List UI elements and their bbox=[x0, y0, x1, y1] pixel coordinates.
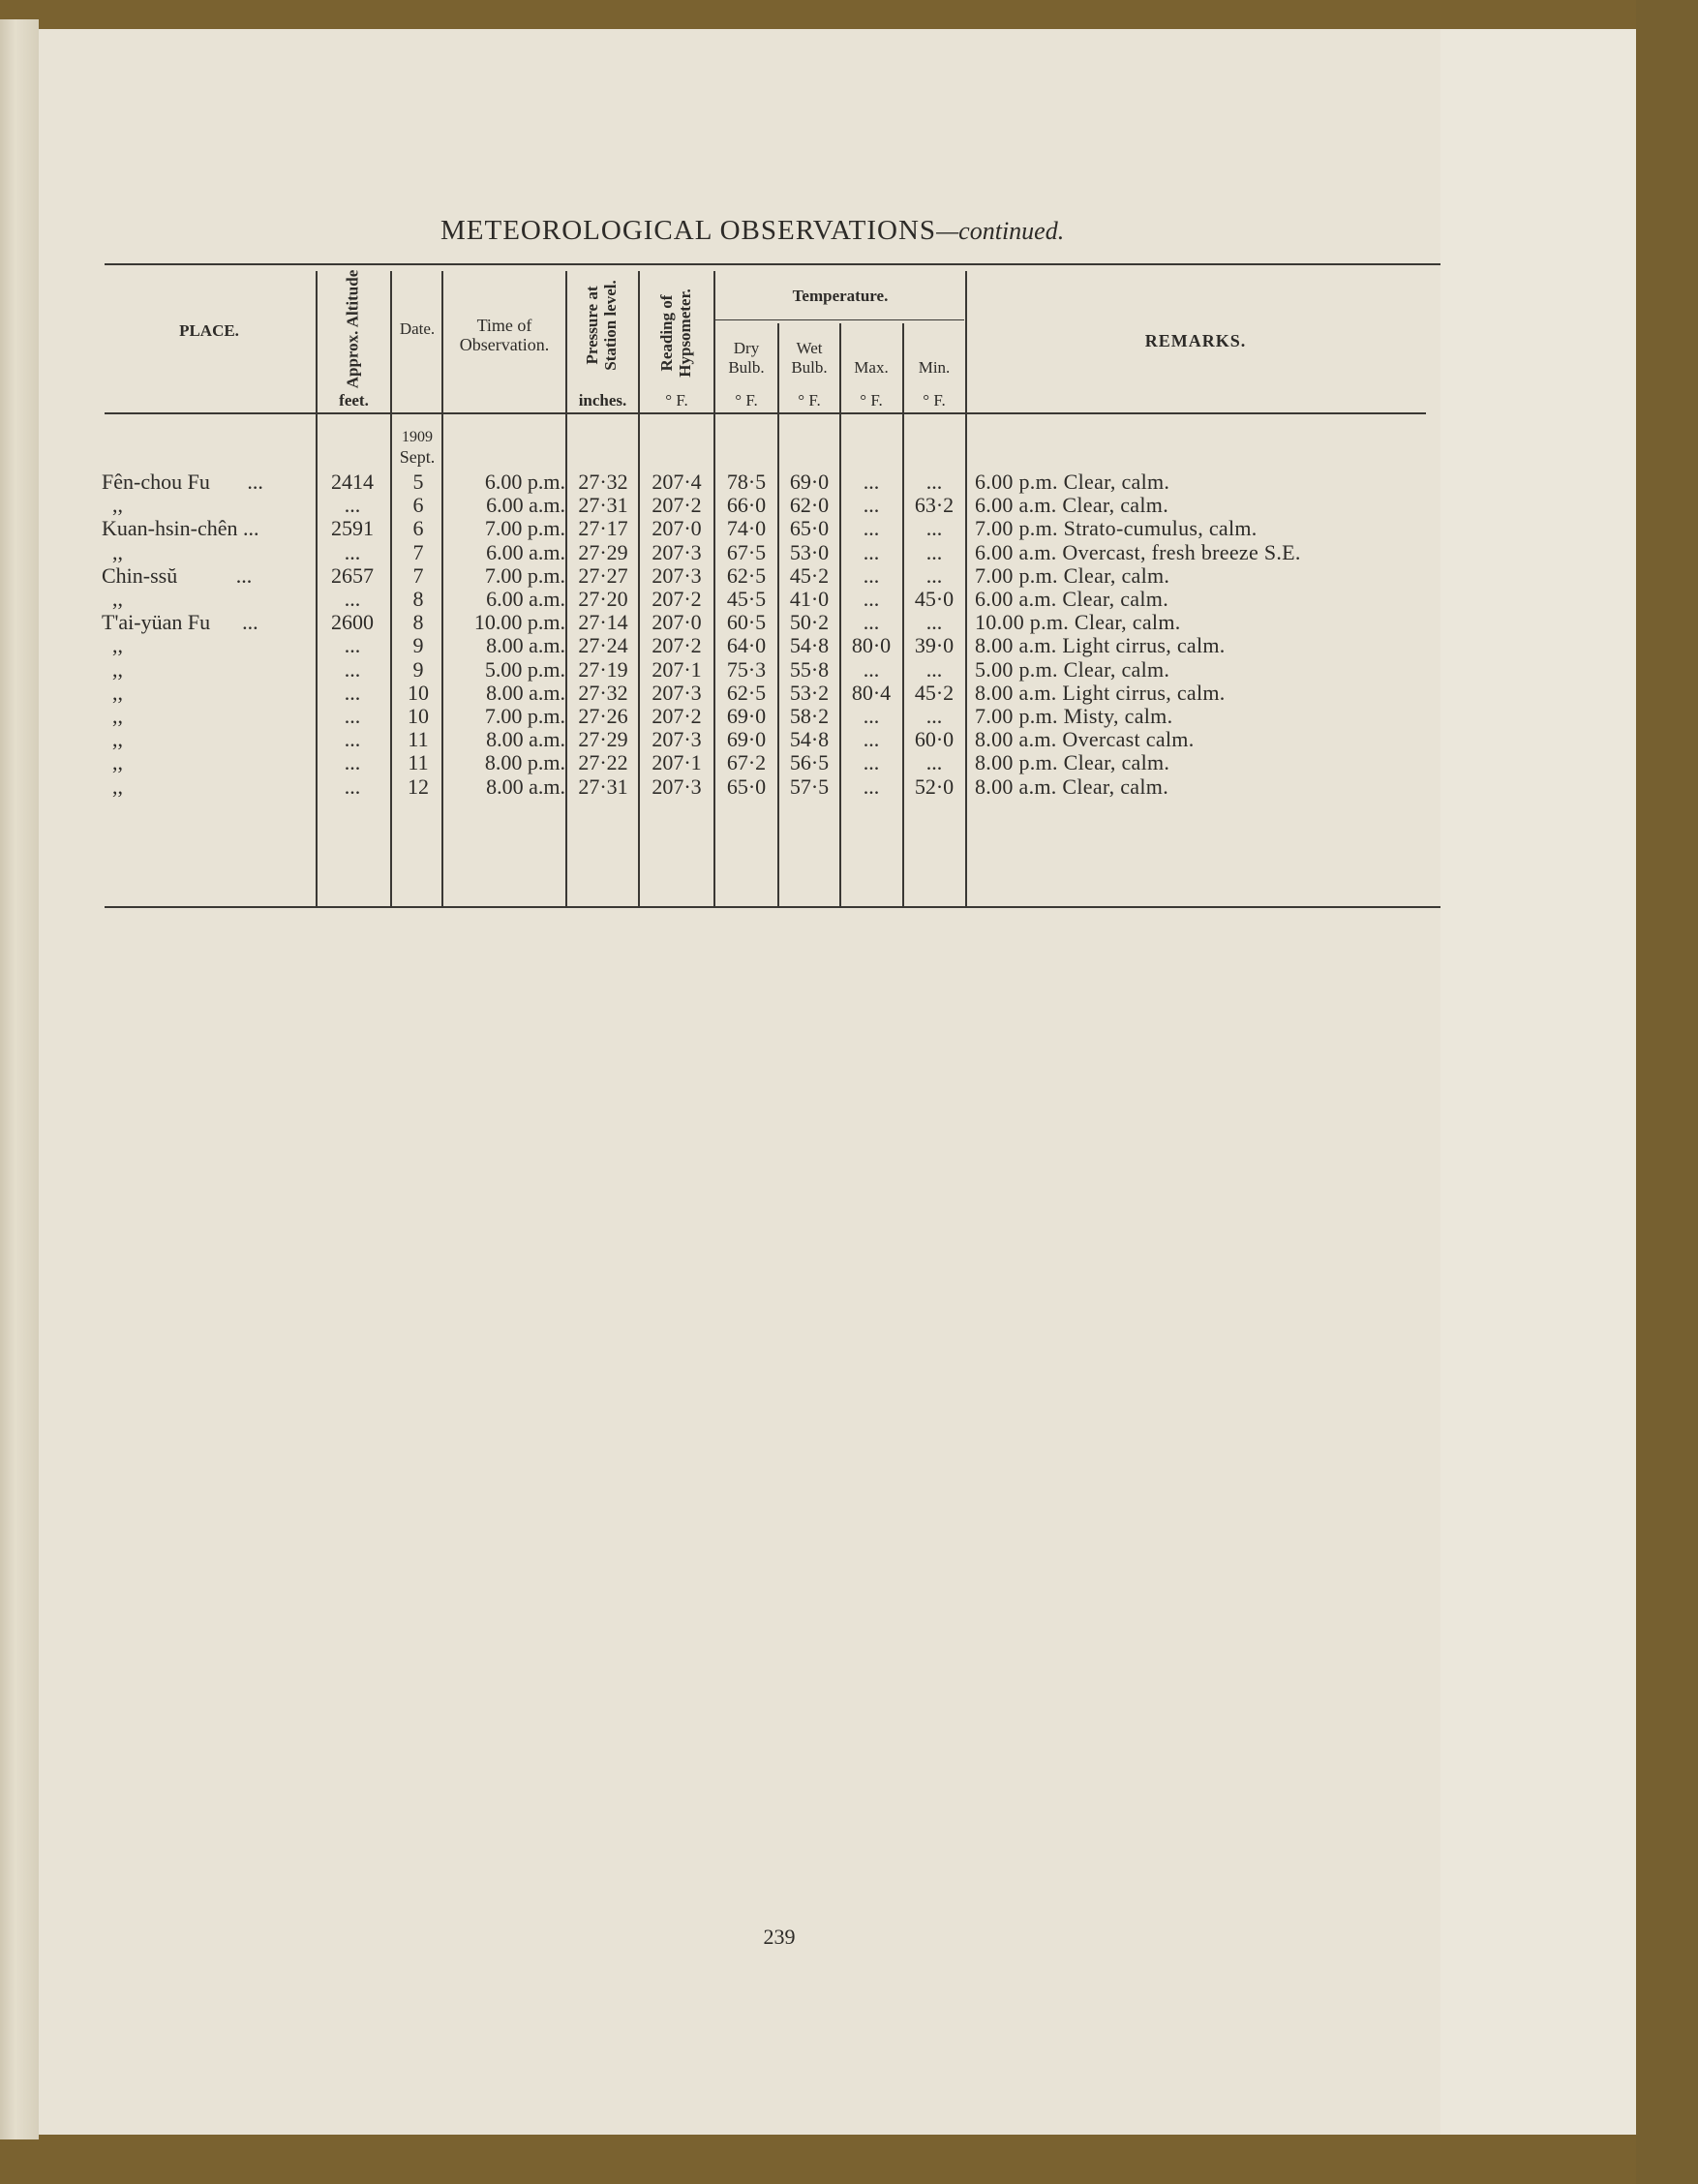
table-cell-time: 8.00 p.m. bbox=[484, 750, 565, 775]
table-cell-place: Chin-ssŭ ... bbox=[102, 562, 253, 588]
table-cell-min: 52·0 bbox=[914, 774, 955, 799]
table-cell-place: ,, bbox=[102, 587, 123, 611]
title-suffix: —continued. bbox=[936, 217, 1065, 245]
header-wet-line1: Wet bbox=[796, 339, 823, 357]
table-cell-min: ... bbox=[925, 539, 943, 564]
table-cell-min: ... bbox=[925, 562, 943, 588]
table-cell-min: ... bbox=[925, 656, 943, 682]
table-cell-hyps: 207·1 bbox=[652, 656, 702, 682]
table-cell-wet: 62·0 bbox=[789, 493, 830, 518]
header-max: Max. bbox=[854, 358, 889, 377]
table-cell-min: ... bbox=[925, 470, 943, 494]
page-edge bbox=[1440, 29, 1636, 2135]
header-dry-line2: Bulb. bbox=[728, 358, 765, 377]
table-cell-max: 80·0 bbox=[851, 633, 892, 658]
unit-pressure: inches. bbox=[578, 391, 627, 410]
table-cell-dry: 62·5 bbox=[726, 562, 767, 588]
table-cell-remarks: 6.00 p.m. Clear, calm. bbox=[975, 470, 1170, 494]
header-date: Date. bbox=[399, 319, 436, 338]
temperature-rule bbox=[714, 319, 964, 320]
table-cell-time: 8.00 a.m. bbox=[486, 774, 565, 799]
header-altitude: Approx. Altitude bbox=[343, 269, 362, 389]
table-cell-alt: 2600 bbox=[331, 610, 374, 635]
header-min: Min. bbox=[918, 358, 951, 377]
table-cell-wet: 53·2 bbox=[789, 680, 830, 705]
table-cell-dry: 60·5 bbox=[726, 610, 767, 635]
table-cell-wet: 69·0 bbox=[789, 470, 830, 494]
table-cell-alt: ... bbox=[344, 587, 361, 611]
table-cell-max: ... bbox=[863, 516, 880, 541]
table-cell-alt: 2591 bbox=[331, 516, 374, 541]
table-cell-alt: ... bbox=[344, 656, 361, 682]
table-cell-date: 11 bbox=[408, 727, 429, 752]
unit-altitude: feet. bbox=[339, 391, 369, 410]
table-cell-hyps: 207·4 bbox=[652, 470, 702, 494]
table-cell-date: 9 bbox=[412, 656, 424, 682]
table-bottom-rule bbox=[105, 906, 1440, 908]
table-cell-wet: 50·2 bbox=[789, 610, 830, 635]
page-number: 239 bbox=[763, 1925, 796, 1949]
table-cell-hyps: 207·3 bbox=[652, 539, 702, 564]
book-gutter bbox=[0, 19, 39, 2139]
table-cell-remarks: 7.00 p.m. Clear, calm. bbox=[975, 562, 1170, 588]
table-top-rule bbox=[105, 263, 1440, 265]
table-cell-dry: 78·5 bbox=[726, 470, 767, 494]
table-cell-min: 45·0 bbox=[914, 587, 955, 611]
table-cell-dry: 64·0 bbox=[726, 633, 767, 658]
table-cell-pressure: 27·24 bbox=[578, 633, 628, 658]
title-main: METEOROLOGICAL OBSERVATIONS bbox=[440, 215, 937, 246]
table-cell-dry: 69·0 bbox=[726, 727, 767, 752]
table-cell-min: ... bbox=[925, 516, 943, 541]
table-cell-alt: ... bbox=[344, 539, 361, 564]
table-cell-time: 8.00 a.m. bbox=[486, 633, 565, 658]
table-cell-alt: 2414 bbox=[331, 470, 374, 494]
table-cell-dry: 66·0 bbox=[726, 493, 767, 518]
table-cell-max: ... bbox=[863, 610, 880, 635]
table-cell-pressure: 27·22 bbox=[578, 750, 628, 775]
header-temperature: Temperature. bbox=[792, 287, 889, 305]
table-cell-pressure: 27·19 bbox=[578, 656, 628, 682]
table-cell-time: 10.00 p.m. bbox=[473, 610, 565, 635]
table-cell-place: ,, bbox=[102, 680, 123, 705]
table-cell-place: ,, bbox=[102, 633, 123, 658]
table-cell-hyps: 207·2 bbox=[652, 587, 702, 611]
table-cell-date: 8 bbox=[412, 587, 424, 611]
table-cell-alt: ... bbox=[344, 704, 361, 728]
table-cell-hyps: 207·2 bbox=[652, 704, 702, 728]
table-cell-date: 5 bbox=[412, 470, 424, 494]
header-time-line1: Time of bbox=[476, 316, 532, 335]
table-cell-date: 11 bbox=[408, 750, 429, 775]
table-cell-time: 6.00 a.m. bbox=[486, 539, 565, 564]
table-cell-wet: 53·0 bbox=[789, 539, 830, 564]
table-cell-time: 7.00 p.m. bbox=[484, 704, 565, 728]
table-cell-max: ... bbox=[863, 656, 880, 682]
table-cell-alt: ... bbox=[344, 750, 361, 775]
header-wet-line2: Bulb. bbox=[791, 358, 828, 377]
table-cell-time: 5.00 p.m. bbox=[484, 656, 565, 682]
header-remarks: REMARKS. bbox=[1144, 331, 1247, 350]
table-cell-wet: 45·2 bbox=[789, 562, 830, 588]
table-cell-alt: ... bbox=[344, 680, 361, 705]
table-cell-pressure: 27·27 bbox=[578, 562, 628, 588]
unit-min: ° F. bbox=[923, 391, 946, 410]
table-cell-min: ... bbox=[925, 610, 943, 635]
table-cell-wet: 65·0 bbox=[789, 516, 830, 541]
page-title bbox=[440, 215, 1137, 247]
table-cell-dry: 75·3 bbox=[726, 656, 767, 682]
table-cell-date: 6 bbox=[412, 493, 424, 518]
table-cell-pressure: 27·14 bbox=[578, 610, 628, 635]
unit-dry: ° F. bbox=[735, 391, 758, 410]
table-cell-wet: 41·0 bbox=[789, 587, 830, 611]
table-cell-wet: 54·8 bbox=[789, 727, 830, 752]
table-cell-date: 10 bbox=[408, 680, 429, 705]
table-cell-hyps: 207·2 bbox=[652, 493, 702, 518]
table-cell-time: 6.00 p.m. bbox=[484, 470, 565, 494]
table-cell-place: Kuan-hsin-chên ... bbox=[102, 516, 259, 541]
table-cell-time: 6.00 a.m. bbox=[486, 493, 565, 518]
header-bottom-rule bbox=[105, 412, 1426, 414]
table-cell-alt: ... bbox=[344, 774, 361, 799]
table-cell-wet: 58·2 bbox=[789, 704, 830, 728]
table-cell-max: ... bbox=[863, 704, 880, 728]
table-cell-dry: 74·0 bbox=[726, 516, 767, 541]
table-cell-pressure: 27·32 bbox=[578, 680, 628, 705]
table-cell-max: ... bbox=[863, 727, 880, 752]
unit-hypsometer: ° F. bbox=[665, 391, 688, 410]
table-cell-time: 7.00 p.m. bbox=[484, 516, 565, 541]
table-cell-wet: 55·8 bbox=[789, 656, 830, 682]
table-cell-alt: ... bbox=[344, 727, 361, 752]
table-cell-pressure: 27·29 bbox=[578, 539, 628, 564]
table-cell-date: 8 bbox=[412, 610, 424, 635]
table-cell-remarks: 7.00 p.m. Strato-cumulus, calm. bbox=[975, 516, 1258, 541]
table-cell-min: 63·2 bbox=[914, 493, 955, 518]
table-cell-wet: 54·8 bbox=[789, 633, 830, 658]
table-cell-remarks: 6.00 a.m. Clear, calm. bbox=[975, 587, 1168, 611]
col-divider bbox=[965, 271, 967, 906]
table-cell-hyps: 207·1 bbox=[652, 750, 702, 775]
table-cell-min: ... bbox=[925, 750, 943, 775]
table-cell-dry: 45·5 bbox=[726, 587, 767, 611]
date-year: 1909 bbox=[402, 429, 433, 445]
table-cell-time: 6.00 a.m. bbox=[486, 587, 565, 611]
table-cell-place: ,, bbox=[102, 774, 123, 799]
table-cell-remarks: 5.00 p.m. Clear, calm. bbox=[975, 656, 1170, 682]
table-cell-min: ... bbox=[925, 704, 943, 728]
table-cell-max: ... bbox=[863, 774, 880, 799]
table-cell-hyps: 207·3 bbox=[652, 680, 702, 705]
table-cell-remarks: 7.00 p.m. Misty, calm. bbox=[975, 704, 1173, 728]
header-wet-bulb bbox=[779, 339, 839, 378]
table-cell-date: 6 bbox=[412, 516, 424, 541]
table-cell-pressure: 27·32 bbox=[578, 470, 628, 494]
table-cell-alt: ... bbox=[344, 493, 361, 518]
table-cell-hyps: 207·3 bbox=[652, 774, 702, 799]
header-time bbox=[443, 316, 565, 354]
unit-max: ° F. bbox=[860, 391, 883, 410]
table-cell-hyps: 207·3 bbox=[652, 562, 702, 588]
table-cell-remarks: 8.00 a.m. Light cirrus, calm. bbox=[975, 633, 1226, 658]
table-cell-dry: 62·5 bbox=[726, 680, 767, 705]
table-cell-max: ... bbox=[863, 562, 880, 588]
table-cell-min: 45·2 bbox=[914, 680, 955, 705]
unit-wet: ° F. bbox=[798, 391, 821, 410]
table-cell-min: 60·0 bbox=[914, 727, 955, 752]
table-cell-alt: ... bbox=[344, 633, 361, 658]
table-cell-remarks: 10.00 p.m. Clear, calm. bbox=[975, 610, 1181, 635]
header-hypsometer: Reading of Hypsometer. bbox=[657, 288, 694, 378]
table-cell-pressure: 27·31 bbox=[578, 774, 628, 799]
table-cell-time: 8.00 a.m. bbox=[486, 680, 565, 705]
table-cell-hyps: 207·0 bbox=[652, 516, 702, 541]
table-cell-place: ,, bbox=[102, 539, 123, 564]
table-cell-pressure: 27·17 bbox=[578, 516, 628, 541]
table-cell-date: 10 bbox=[408, 704, 429, 728]
header-time-line2: Observation. bbox=[459, 335, 550, 354]
table-cell-date: 7 bbox=[412, 562, 424, 588]
table-cell-date: 7 bbox=[412, 539, 424, 564]
table-cell-time: 7.00 p.m. bbox=[484, 562, 565, 588]
date-month: Sept. bbox=[399, 447, 436, 467]
table-cell-pressure: 27·29 bbox=[578, 727, 628, 752]
table-cell-place: ,, bbox=[102, 704, 123, 728]
table-cell-dry: 65·0 bbox=[726, 774, 767, 799]
header-dry-bulb bbox=[715, 339, 777, 378]
table-cell-remarks: 8.00 p.m. Clear, calm. bbox=[975, 750, 1170, 775]
table-cell-max: 80·4 bbox=[851, 680, 892, 705]
table-cell-remarks: 6.00 a.m. Overcast, fresh breeze S.E. bbox=[975, 539, 1301, 564]
table-cell-date: 9 bbox=[412, 633, 424, 658]
table-cell-dry: 69·0 bbox=[726, 704, 767, 728]
table-cell-time: 8.00 a.m. bbox=[486, 727, 565, 752]
table-cell-remarks: 8.00 a.m. Light cirrus, calm. bbox=[975, 680, 1226, 705]
table-cell-pressure: 27·26 bbox=[578, 704, 628, 728]
table-cell-max: ... bbox=[863, 539, 880, 564]
table-cell-place: ,, bbox=[102, 750, 123, 775]
book-cover-right bbox=[1636, 0, 1698, 2184]
table-cell-pressure: 27·20 bbox=[578, 587, 628, 611]
table-cell-max: ... bbox=[863, 493, 880, 518]
table-cell-place: T'ai-yüan Fu ... bbox=[102, 610, 258, 635]
table-cell-pressure: 27·31 bbox=[578, 493, 628, 518]
table-cell-place: ,, bbox=[102, 656, 123, 682]
table-cell-alt: 2657 bbox=[331, 562, 374, 588]
table-cell-max: ... bbox=[863, 587, 880, 611]
table-cell-remarks: 6.00 a.m. Clear, calm. bbox=[975, 493, 1168, 518]
table-cell-remarks: 8.00 a.m. Clear, calm. bbox=[975, 774, 1168, 799]
col-divider bbox=[390, 271, 392, 906]
header-dry-line1: Dry bbox=[733, 339, 760, 357]
table-cell-hyps: 207·3 bbox=[652, 727, 702, 752]
table-cell-dry: 67·5 bbox=[726, 539, 767, 564]
table-cell-place: ,, bbox=[102, 727, 123, 752]
table-cell-place: Fên-chou Fu ... bbox=[102, 470, 263, 494]
table-cell-remarks: 8.00 a.m. Overcast calm. bbox=[975, 727, 1195, 752]
table-cell-place: ,, bbox=[102, 493, 123, 518]
table-cell-hyps: 207·2 bbox=[652, 633, 702, 658]
table-cell-date: 12 bbox=[408, 774, 429, 799]
table-cell-max: ... bbox=[863, 750, 880, 775]
header-pressure: Pressure at Station level. bbox=[583, 280, 620, 371]
header-place: PLACE. bbox=[179, 321, 239, 340]
table-cell-max: ... bbox=[863, 470, 880, 494]
table-cell-hyps: 207·0 bbox=[652, 610, 702, 635]
table-cell-wet: 56·5 bbox=[789, 750, 830, 775]
table-cell-min: 39·0 bbox=[914, 633, 955, 658]
table-cell-wet: 57·5 bbox=[789, 774, 830, 799]
table-cell-dry: 67·2 bbox=[726, 750, 767, 775]
